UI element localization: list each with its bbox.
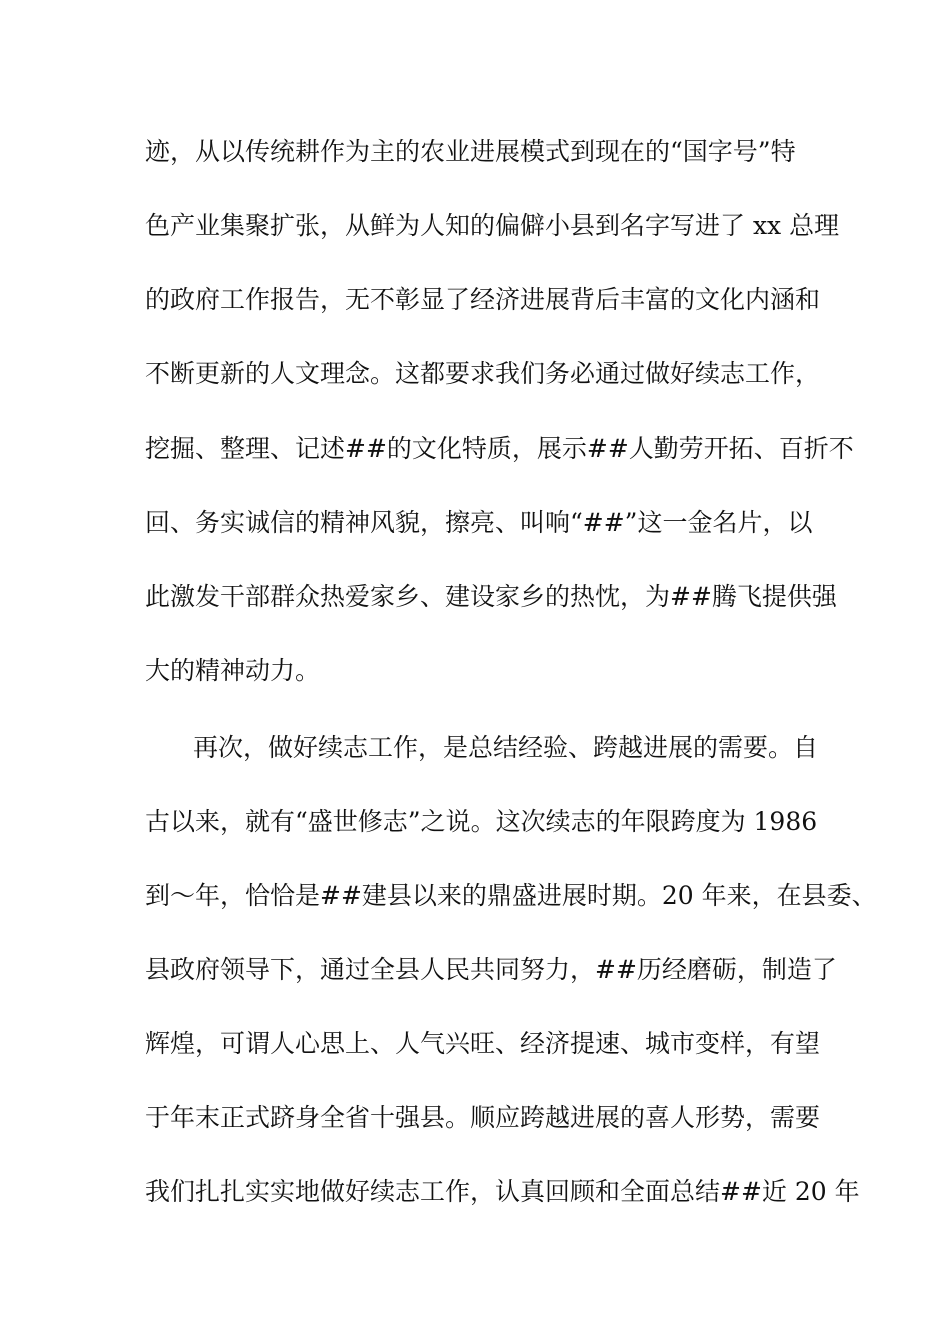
text-line: 挖掘、整理、记述##的文化特质，展示##人勤劳开拓、百折不 bbox=[145, 434, 854, 463]
text-line: 我们扎扎实实地做好续志工作，认真回顾和全面总结##近 20 年 bbox=[145, 1177, 860, 1206]
text-line: 再次，做好续志工作，是总结经验、跨越进展的需要。自 bbox=[193, 733, 819, 762]
text-line: 色产业集聚扩张，从鲜为人知的偏僻小县到名字写进了 xx 总理 bbox=[145, 211, 840, 240]
text-line: 于年末正式跻身全省十强县。顺应跨越进展的喜人形势，需要 bbox=[145, 1103, 821, 1132]
text-line: 县政府领导下，通过全县人民共同努力，##历经磨砺，制造了 bbox=[145, 955, 837, 984]
text-line: 迹，从以传统耕作为主的农业进展模式到现在的“国字号”特 bbox=[145, 137, 796, 166]
text-line: 的政府工作报告，无不彰显了经济进展背后丰富的文化内涵和 bbox=[145, 285, 821, 314]
text-line: 辉煌，可谓人心思上、人气兴旺、经济提速、城市变样，有望 bbox=[145, 1029, 821, 1058]
text-line: 不断更新的人文理念。这都要求我们务必通过做好续志工作， bbox=[145, 359, 821, 388]
text-line: 回、务实诚信的精神风貌，擦亮、叫响“##”这一金名片，以 bbox=[145, 508, 813, 537]
text-line: 此激发干部群众热爱家乡、建设家乡的热忱，为##腾飞提供强 bbox=[145, 582, 837, 611]
text-line: 大的精神动力。 bbox=[145, 656, 321, 685]
text-line: 古以来，就有“盛世修志”之说。这次续志的年限跨度为 1986 bbox=[145, 807, 818, 836]
text-line: 到～年，恰恰是##建县以来的鼎盛进展时期。20 年来，在县委、 bbox=[145, 881, 877, 910]
